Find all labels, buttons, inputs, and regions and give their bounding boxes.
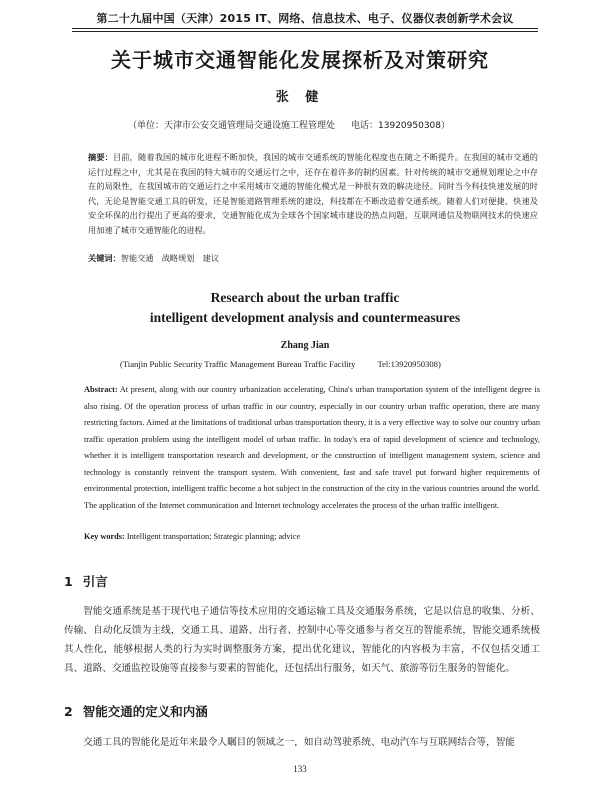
chinese-keywords-text: 智能交通 战略规划 建议 <box>120 253 220 263</box>
page-number: 133 <box>293 764 307 774</box>
english-title-line-2: intelligent development analysis and countermeasures <box>149 310 461 325</box>
english-abstract-text: At present, along with our country urbanization accelerating, China's urban transportation system of the intelligent degree is also rising. Of the operation process of urban traffic in our country, especially in our country urban traffic operation, there are many restricting factors. Aimed at the limitations of traditional urban transportation theory, it is a very effective way to solve our country urban traffic operation problem using the intelligent model of urban traffic. In today's era of rapid development of science and technology, whether it is intelligent transportation research and development, or the construction of intelligent management system, science and technology is constantly reinvent the transport system. With convenient, fast and safe travel put forward higher requirements of environmental protection, intelligent traffic become a hot subject in the construction of the city in the various countries around the world. The application of the Internet communication and Internet technology accelerates the process of the urban traffic intelligent. <box>84 385 540 510</box>
english-title <box>100 288 510 328</box>
chinese-affiliation-tel: 电话：13920950308） <box>351 121 451 131</box>
chinese-author: 张 健 <box>275 90 325 105</box>
conference-header: 第二十九届中国（天津）2015 IT、网络、信息技术、电子、仪器仪表创新学术会议 <box>96 12 514 25</box>
section-2-title: 智能交通的定义和内涵 <box>82 704 208 719</box>
chinese-affiliation-unit: （单位：天津市公安交通管理局交通设施工程管理处 <box>128 121 336 131</box>
section-1-paragraph: 智能交通系统是基于现代电子通信等技术应用的交通运输工具及交通服务系统，它是以信息的收集、分析、传输、自动化反馈为主线，交通工具、道路、出行者、控制中心等交通参与者交互的智能系统，智能交通系统极其人性化，能够根据人类的行为实时调整服务方案，提出优化建议，智能化的内容极为丰富，不仅包括交通工具、道路、交通监控设施等直接参与要素的智能化，还包括出行服务，如天气、旅游等衍生服务的智能化。 <box>64 606 540 674</box>
section-2-heading <box>64 702 208 720</box>
chinese-abstract-label: 摘要： <box>88 152 114 162</box>
english-keywords-label: Key words: <box>84 532 125 541</box>
header-rule-bottom <box>72 31 538 32</box>
chinese-abstract-text: 目前，随着我国的城市化进程不断加快，我国的城市交通系统的智能化程度也在随之不断提升。在我国的城市交通的运行过程之中，尤其是在我国的特大城市的交通运行之中，还存在着许多的制约因素。针对传统的城市交通规划理论之中存在的局限性，在我国城市的交通运行之中采用城市交通的智能化模式是一种很有效的解决途径。同时当今科技快速发展的时代，无论是智能交通工具的研发，还是智能道路管理系统的建设，科技都在不断改造着交通系统。随着人们对便捷、快速及安全环保的出行提出了更高的要求，交通智能化成为全球各个国家城市建设的热点问题，互联网通信及物联网技术的快速应用加速了城市交通智能化的进程。 <box>88 152 538 235</box>
english-keywords-text: Intelligent transportation; Strategic planning; advice <box>126 532 301 541</box>
english-affiliation-tel: Tel:13920950308) <box>377 359 441 369</box>
section-2-number: 2 <box>64 704 73 719</box>
chinese-keywords <box>88 253 538 264</box>
chinese-keywords-label: 关键词： <box>88 253 121 263</box>
section-1-number: 1 <box>64 574 73 589</box>
chinese-abstract <box>88 150 538 238</box>
english-abstract-label: Abstract: <box>84 385 118 394</box>
chinese-title: 关于城市交通智能化发展探析及对策研究 <box>111 48 489 72</box>
section-1-heading <box>64 572 108 590</box>
english-abstract <box>84 382 540 514</box>
english-title-line-1: Research about the urban traffic <box>210 290 400 305</box>
section-1-title: 引言 <box>82 574 108 589</box>
english-affiliation <box>120 359 540 369</box>
chinese-affiliation <box>128 118 508 131</box>
english-keywords <box>84 532 540 541</box>
english-author: Zhang Jian <box>280 340 330 351</box>
header-rule-top <box>72 28 538 29</box>
section-2-paragraph: 交通工具的智能化是近年来最令人瞩目的领域之一，如自动驾驶系统、电动汽车与互联网结合等，智能 <box>83 737 515 748</box>
english-affiliation-unit: (Tianjin Public Security Traffic Management Bureau Traffic Facility <box>120 359 356 369</box>
